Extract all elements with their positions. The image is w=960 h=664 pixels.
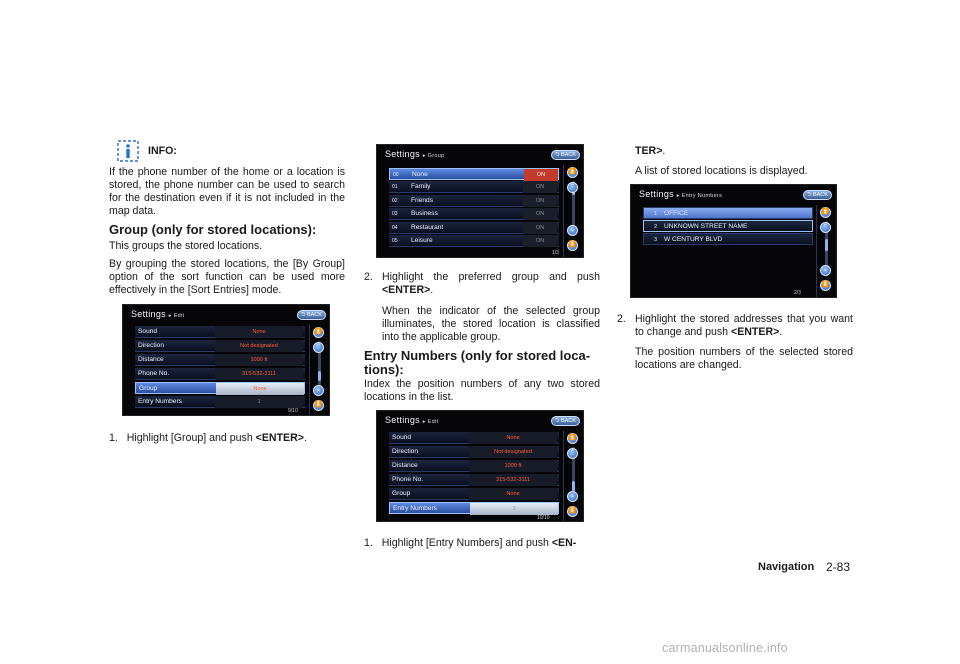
group-indicator: ON [523, 222, 557, 234]
row-label: Business [411, 210, 438, 218]
row-number: 00 [393, 172, 399, 178]
row-value: None [469, 432, 557, 444]
row-label: Restaurant [411, 223, 444, 231]
mid-step-1: 1. Highlight [Entry Numbers] and push <EN- [364, 537, 577, 549]
scroll-down-icon[interactable]: ⌄ [567, 491, 578, 502]
group-heading: Group (only for stored locations): [109, 222, 317, 237]
watermark: carmanualsonline.info [662, 641, 788, 655]
info-title: INFO: [148, 145, 177, 157]
row-number: 02 [392, 197, 398, 204]
info-icon [117, 140, 139, 162]
scroll-down-icon[interactable]: ⌄ [567, 225, 578, 236]
row-value: 1 [215, 396, 303, 408]
entry-numbers-heading: Entry Numbers (only for stored loca-tions): [364, 348, 591, 377]
settings-row[interactable] [389, 488, 559, 500]
row-value: 1000 ft [469, 460, 557, 472]
page-footer [758, 560, 851, 574]
stored-location-row[interactable] [643, 233, 813, 245]
row-label: W CENTURY BLVD [664, 236, 723, 243]
group-row[interactable] [389, 181, 559, 193]
settings-row[interactable] [389, 502, 559, 514]
row-label: Direction [392, 448, 419, 455]
mid-step-2: 2. Highlight the preferred group and push <ENTER>. [364, 271, 600, 297]
row-number: 04 [392, 224, 398, 231]
page-down-icon[interactable]: ⏬ [313, 400, 324, 411]
settings-row[interactable] [389, 446, 559, 458]
row-label: Friends [411, 196, 433, 204]
scroll-up-icon[interactable]: ⌃ [313, 342, 324, 353]
settings-row[interactable] [135, 382, 305, 394]
group-indicator: ON [523, 208, 557, 220]
page-indicator: 2/3 [794, 290, 801, 296]
stored-location-row[interactable] [643, 207, 813, 219]
row-number: 01 [392, 184, 398, 191]
row-label: Entry Numbers [138, 398, 182, 405]
page-down-icon[interactable]: ⏬ [567, 240, 578, 251]
row-label: Group [392, 490, 411, 497]
settings-row[interactable] [389, 474, 559, 486]
row-label: Sound [138, 328, 158, 335]
scroll-up-icon[interactable]: ⌃ [567, 448, 578, 459]
scroll-up-icon[interactable]: ⌃ [820, 222, 831, 233]
group-indicator: ON [523, 195, 557, 207]
row-label: Distance [138, 356, 164, 363]
group-row[interactable] [389, 235, 559, 247]
row-label: Phone No. [138, 370, 170, 377]
page-indicator: 10/10 [537, 515, 550, 521]
scroll-up-icon[interactable]: ⌃ [567, 182, 578, 193]
row-value: None [215, 326, 303, 338]
row-label: Group [139, 385, 158, 392]
row-value: 1000 ft [215, 354, 303, 366]
group-row[interactable] [389, 208, 559, 220]
scroll-down-icon[interactable]: ⌄ [313, 385, 324, 396]
row-label: Distance [392, 462, 418, 469]
row-value: 1 [470, 503, 558, 515]
row-label: Direction [138, 342, 165, 349]
screen-title: Settings ▸ Edit [131, 309, 185, 319]
info-text: If the phone number of the home or a location is stored, the phone number can be used to search for the destination even if it is not included in the map data. [109, 166, 345, 218]
row-value: 315-532-3111 [215, 368, 303, 380]
screen-edit-entry [376, 410, 584, 522]
right-step-2-note: The position numbers of the selected stored locations are changed. [635, 346, 853, 372]
row-label: Leisure [411, 237, 433, 244]
settings-row[interactable] [135, 396, 305, 408]
group-indicator: ON [523, 181, 557, 193]
left-step-1: 1. Highlight [Group] and push <ENTER>. [109, 432, 307, 444]
page-up-icon[interactable]: ⏫ [820, 207, 831, 218]
page-up-icon[interactable]: ⏫ [567, 167, 578, 178]
group-indicator: ON [524, 169, 558, 181]
row-label: Entry Numbers [393, 505, 437, 512]
settings-row[interactable] [389, 432, 559, 444]
page-up-icon[interactable]: ⏫ [313, 327, 324, 338]
page-indicator: 1/3 [552, 250, 559, 256]
right-list-note: A list of stored locations is displayed. [635, 165, 808, 177]
row-label: OFFICE [664, 210, 689, 217]
row-label: Sound [392, 434, 412, 441]
row-number: 2 [654, 224, 658, 230]
entry-numbers-intro: Index the position numbers of any two stored locations in the list. [364, 378, 600, 404]
row-label: None [412, 171, 428, 178]
screen-title: Settings ▸ Group [385, 149, 445, 159]
group-row[interactable] [389, 195, 559, 207]
row-value: None [216, 383, 304, 395]
group-intro: This groups the stored locations. [109, 240, 263, 252]
row-value: None [469, 488, 557, 500]
screen-title: Settings ▸ Entry Numbers [639, 189, 723, 199]
row-number: 3 [654, 237, 658, 243]
page-down-icon[interactable]: ⏬ [567, 506, 578, 517]
group-description: By grouping the stored locations, the [By Group] option of the sort function can be used more effectively in the [Sort Entries] mode. [109, 258, 345, 297]
screen-entry-numbers [630, 184, 837, 298]
screen-edit-group [122, 304, 330, 416]
footer-section: Navigation [758, 561, 815, 573]
page-indicator: 9/10 [288, 408, 298, 414]
row-label: UNKNOWN STREET NAME [664, 223, 748, 230]
row-number: 03 [392, 211, 398, 218]
mid-step-2-note: When the indicator of the selected group illuminates, the stored location is classified into the applicable group. [382, 305, 600, 344]
back-button[interactable]: ⮌ BACK [297, 310, 326, 320]
footer-page-number: 2-83 [826, 560, 851, 574]
group-row[interactable] [389, 168, 559, 180]
page-down-icon[interactable]: ⏬ [820, 280, 831, 291]
page-up-icon[interactable]: ⏫ [567, 433, 578, 444]
stored-location-row[interactable] [643, 220, 813, 232]
scroll-down-icon[interactable]: ⌄ [820, 265, 831, 276]
settings-row[interactable] [135, 354, 305, 366]
screen-title: Settings ▸ Edit [385, 415, 439, 425]
group-indicator: ON [523, 235, 557, 247]
back-button[interactable]: ⮌ BACK [551, 416, 580, 426]
row-label: Family [411, 183, 431, 191]
row-value: Not designated [469, 446, 557, 458]
screen-group [376, 144, 584, 258]
row-value: 315-532-3111 [469, 474, 557, 486]
settings-row[interactable] [135, 368, 305, 380]
settings-row[interactable] [135, 326, 305, 338]
back-button[interactable]: ⮌ BACK [803, 190, 832, 200]
settings-row[interactable] [135, 340, 305, 352]
back-button[interactable]: ⮌ BACK [551, 150, 580, 160]
right-step-2: 2. Highlight the stored addresses that you want to change and push <ENTER>. [617, 313, 853, 339]
row-label: Phone No. [392, 476, 424, 483]
settings-row[interactable] [389, 460, 559, 472]
row-number: 05 [392, 238, 398, 244]
row-value: Not designated [215, 340, 303, 352]
group-row[interactable] [389, 222, 559, 234]
right-step-continued: TER>. [635, 145, 666, 157]
row-number: 1 [654, 211, 658, 217]
